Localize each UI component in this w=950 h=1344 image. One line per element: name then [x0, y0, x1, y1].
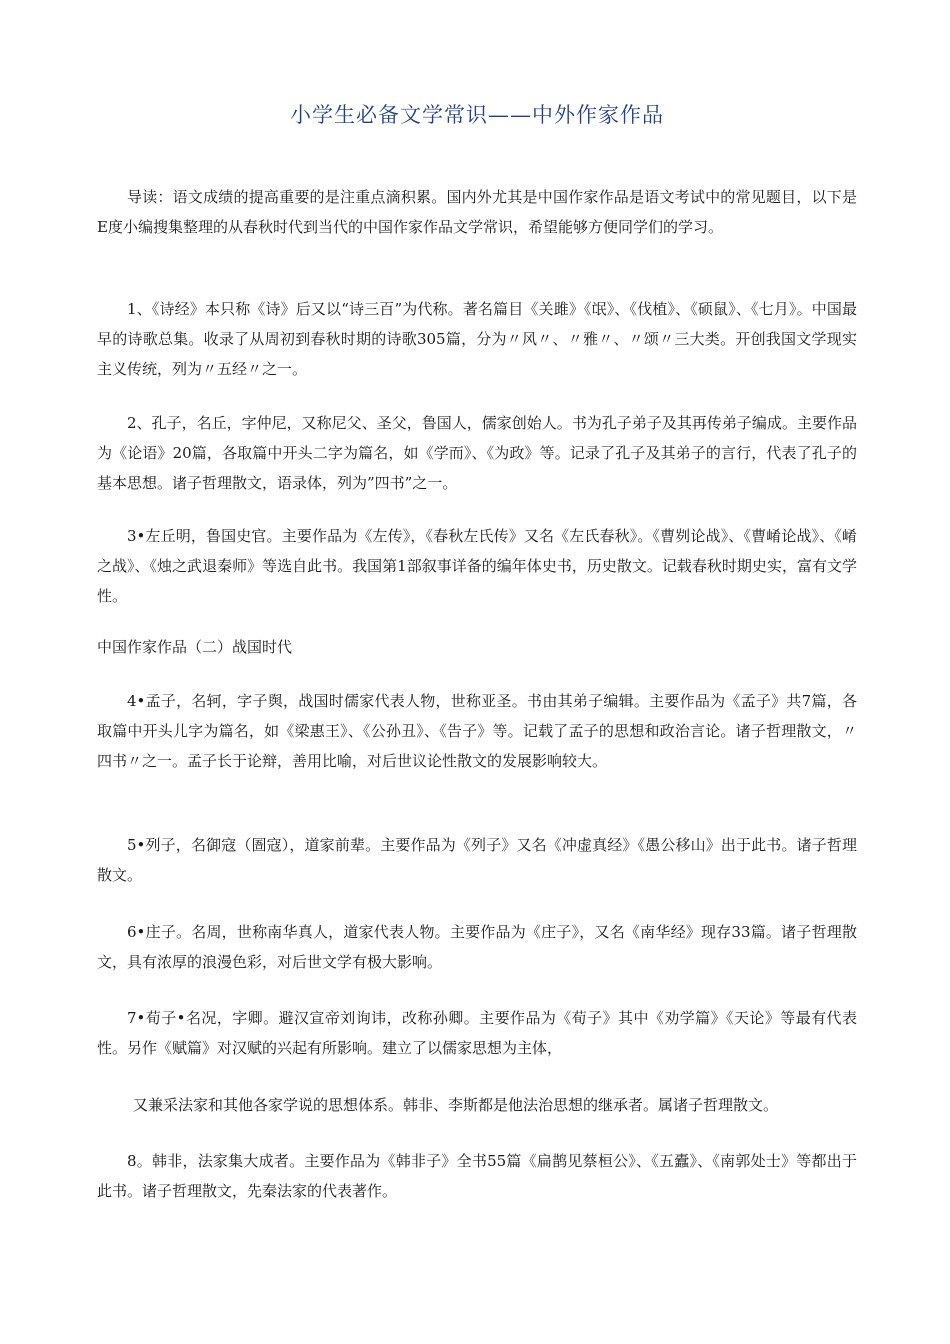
section-heading: 中国作家作品（二）战国时代	[97, 638, 293, 656]
item-paragraph-5: 5•列子，名御寇（圄寇），道家前辈。主要作品为《列子》又名《冲虚真经》《愚公移山》出于此书。诸子哲理散文。	[97, 836, 857, 884]
item-paragraph-4: 4•孟子，名轲，字子舆，战国时儒家代表人物，世称亚圣。书由其弟子编辑。主要作品为《孟子》共7篇，各取篇中开头儿字为篇名，如《梁惠王》、《公孙丑》、《告子》等。记载了孟子的思想和政治言论。诸子哲理散文，〃四书〃之一。孟子长于论辩，善用比喻，对后世议论性散文的发展影响较大。	[97, 692, 857, 770]
item-paragraph-3: 3•左丘明，鲁国史官。主要作品为《左传》，《春秋左氏传》又名《左氏春秋》。《曹刿论战》、《曹崤论战》、《崤之战》、《烛之武退秦师》等选自此书。我国第1部叙事详备的编年体史书，历史散文。记载春秋时期史实，富有文学性。	[97, 527, 857, 605]
item-paragraph-2: 2、孔子，名丘，字仲尼，又称尼父、圣父，鲁国人，儒家创始人。书为孔子弟子及其再传弟子编成。主要作品为《论语》20篇，各取篇中开头二字为篇名，如《学而》、《为政》等。记录了孔子及其弟子的言行，代表了孔子的基本思想。诸子哲理散文，语录体，列为”四书”之一。	[97, 414, 857, 492]
intro-paragraph: 导读：语文成绩的提高重要的是注重点滴积累。国内外尤其是中国作家作品是语文考试中的常见题目，以下是E度小编搜集整理的从春秋时代到当代的中国作家作品文学常识，希望能够方便同学们的学习。	[97, 188, 857, 236]
item-paragraph-6: 6•庄子。名周，世称南华真人，道家代表人物。主要作品为《庄子》，又名《南华经》现存33篇。诸子哲理散文，具有浓厚的浪漫色彩，对后世文学有极大影响。	[97, 923, 857, 971]
item-paragraph-7-continued: 又兼采法家和其他各家学说的思想体系。韩非、李斯都是他法治思想的继承者。属诸子哲理散文。	[133, 1096, 779, 1114]
item-paragraph-1: 1、《诗经》本只称《诗》后又以“诗三百”为代称。著名篇目《关雎》《氓》、《伐植》、《硕鼠》、《七月》。中国最早的诗歌总集。收录了从周初到春秋时期的诗歌305篇，分为〃风〃、〃雅〃、〃颂〃三大类。开创我国文学现实主义传统，列为〃五经〃之一。	[97, 300, 857, 378]
item-paragraph-7: 7•荀子•名况，字卿。避汉宣帝刘询讳，改称孙卿。主要作品为《荀子》其中《劝学篇》《天论》等最有代表性。另作《赋篇》对汉赋的兴起有所影响。建立了以儒家思想为主体，	[97, 1009, 857, 1057]
item-paragraph-8: 8。韩非，法家集大成者。主要作品为《韩非子》全书55篇《扁鹊见蔡桓公》、《五蠹》、《南郭处士》等都出于此书。诸子哲理散文，先秦法家的代表著作。	[97, 1152, 857, 1200]
page-title: 小学生必备文学常识——中外作家作品	[290, 103, 664, 127]
